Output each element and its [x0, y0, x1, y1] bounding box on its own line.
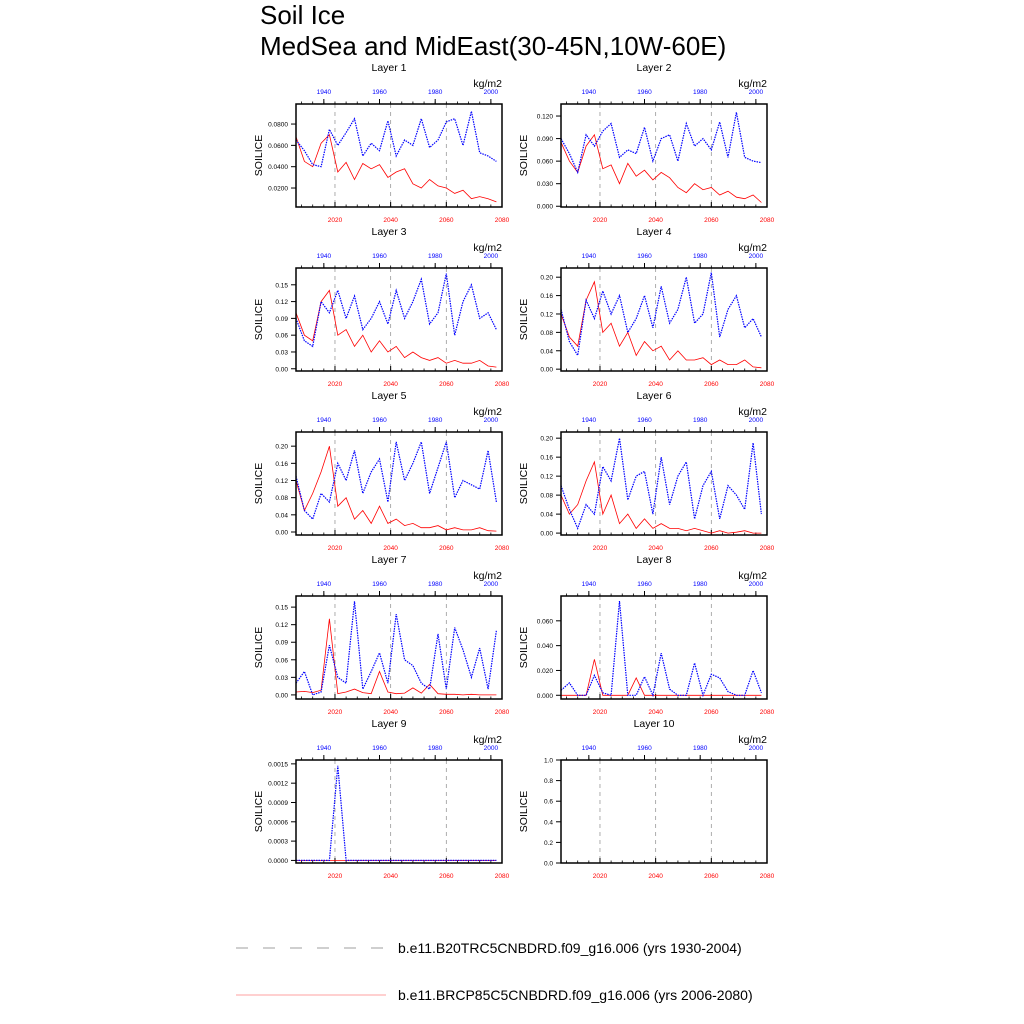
x-tick-label-top: 2000 [483, 417, 499, 424]
units-label: kg/m2 [738, 242, 767, 254]
y-axis-label: SOILICE [253, 298, 265, 341]
x-tick-label-bottom: 2040 [648, 873, 663, 880]
x-tick-label-top: 1940 [316, 89, 332, 96]
x-tick-label-top: 1980 [692, 581, 708, 588]
y-tick-label: 0.6 [543, 798, 553, 806]
x-tick-label-bottom: 2080 [759, 545, 775, 552]
y-axis-label: SOILICE [518, 790, 530, 833]
y-tick-label: 0.000 [536, 203, 553, 211]
panel-title: Layer 5 [371, 390, 407, 402]
panel-title: Layer 7 [371, 554, 407, 566]
y-tick-label: 0.12 [275, 477, 288, 485]
y-tick-label: 0.03 [275, 349, 288, 357]
y-tick-label: 0.09 [275, 315, 288, 323]
x-tick-label-top: 1940 [581, 581, 597, 588]
panel-1 [253, 62, 510, 224]
panel-title: Layer 6 [636, 390, 672, 402]
y-axis-label: SOILICE [518, 462, 530, 505]
x-tick-label-top: 1960 [637, 581, 652, 588]
x-tick-label-bottom: 2080 [759, 217, 775, 224]
units-label: kg/m2 [473, 734, 502, 746]
x-tick-label-top: 2000 [748, 89, 764, 96]
y-tick-label: 0.8 [543, 778, 553, 786]
y-tick-label: 0.0003 [268, 838, 288, 846]
x-tick-label-bottom: 2080 [494, 217, 510, 224]
x-tick-label-top: 1960 [637, 417, 652, 424]
rcp85-series-line [296, 290, 496, 367]
x-tick-label-top: 1980 [427, 581, 443, 588]
plot-frame [296, 104, 502, 207]
historical-series-line [296, 274, 496, 347]
x-tick-label-bottom: 2020 [327, 381, 343, 388]
y-tick-label: 0.00 [275, 366, 288, 374]
x-tick-label-bottom: 2060 [704, 217, 719, 224]
x-tick-label-top: 1940 [581, 89, 597, 96]
x-tick-label-bottom: 2020 [592, 545, 608, 552]
x-tick-label-top: 1940 [581, 745, 597, 752]
plot-frame [561, 268, 767, 371]
x-tick-label-top: 1940 [316, 745, 332, 752]
x-tick-label-bottom: 2080 [759, 709, 775, 716]
panel-title: Layer 9 [371, 718, 407, 730]
x-tick-label-top: 1980 [427, 745, 443, 752]
x-tick-label-bottom: 2040 [383, 217, 398, 224]
y-tick-label: 0.0200 [268, 185, 288, 193]
panel-2 [518, 62, 775, 224]
plot-frame [296, 760, 502, 863]
x-tick-label-top: 2000 [483, 253, 499, 260]
plot-frame [296, 268, 502, 371]
rcp85-series-line [296, 446, 496, 531]
units-label: kg/m2 [738, 734, 767, 746]
y-tick-label: 0.4 [543, 819, 553, 827]
x-tick-label-top: 1960 [637, 89, 652, 96]
title-line-2: MedSea and MidEast(30-45N,10W-60E) [260, 31, 727, 61]
units-label: kg/m2 [473, 406, 502, 418]
x-tick-label-bottom: 2060 [439, 545, 454, 552]
x-tick-label-bottom: 2020 [592, 217, 608, 224]
y-tick-label: 0.0000 [268, 857, 288, 865]
x-tick-label-bottom: 2080 [494, 873, 510, 880]
historical-series-line [296, 442, 496, 519]
units-label: kg/m2 [738, 570, 767, 582]
units-label: kg/m2 [738, 78, 767, 90]
rcp85-series-line [561, 462, 761, 533]
x-tick-label-bottom: 2020 [327, 217, 343, 224]
x-tick-label-bottom: 2060 [439, 709, 454, 716]
x-tick-label-top: 1960 [372, 745, 387, 752]
x-tick-label-top: 2000 [748, 417, 764, 424]
y-tick-label: 0.04 [275, 512, 288, 520]
x-tick-label-top: 2000 [483, 89, 499, 96]
y-tick-label: 0.08 [275, 495, 288, 503]
panel-9 [253, 718, 510, 880]
y-tick-label: 0.15 [275, 282, 288, 290]
x-tick-label-top: 1980 [692, 253, 708, 260]
x-tick-label-top: 1960 [637, 745, 652, 752]
y-axis-label: SOILICE [518, 298, 530, 341]
x-tick-label-bottom: 2040 [383, 381, 398, 388]
x-tick-label-top: 1980 [692, 417, 708, 424]
units-label: kg/m2 [473, 242, 502, 254]
x-tick-label-top: 2000 [748, 581, 764, 588]
rcp85-series-line [561, 135, 761, 203]
y-tick-label: 0.0400 [268, 164, 288, 172]
y-axis-label: SOILICE [253, 790, 265, 833]
panel-title: Layer 2 [636, 62, 672, 74]
x-tick-label-top: 1980 [427, 417, 443, 424]
x-tick-label-bottom: 2040 [648, 217, 663, 224]
panel-6 [518, 390, 775, 552]
panel-title: Layer 4 [636, 226, 672, 238]
panel-7 [253, 554, 510, 716]
y-tick-label: 0.090 [536, 136, 553, 144]
panel-3 [253, 226, 510, 388]
x-tick-label-bottom: 2040 [383, 545, 398, 552]
y-axis-label: SOILICE [253, 626, 265, 669]
y-tick-label: 0.16 [275, 460, 288, 468]
y-tick-label: 0.16 [540, 293, 553, 301]
historical-series-line [296, 111, 496, 166]
x-tick-label-bottom: 2040 [648, 545, 663, 552]
y-tick-label: 0.0012 [268, 780, 288, 788]
x-tick-label-bottom: 2060 [439, 873, 454, 880]
x-tick-label-top: 1940 [316, 417, 332, 424]
x-tick-label-bottom: 2020 [592, 709, 608, 716]
x-tick-label-bottom: 2040 [383, 873, 398, 880]
x-tick-label-bottom: 2060 [439, 217, 454, 224]
x-tick-label-bottom: 2020 [327, 873, 343, 880]
units-label: kg/m2 [473, 78, 502, 90]
y-tick-label: 0.00 [275, 529, 288, 537]
rcp85-series-line [561, 659, 761, 695]
y-axis-label: SOILICE [518, 134, 530, 177]
y-tick-label: 0.12 [540, 311, 553, 319]
y-tick-label: 0.12 [275, 299, 288, 307]
plot-frame [561, 596, 767, 699]
y-tick-label: 0.020 [536, 667, 553, 675]
x-tick-label-bottom: 2080 [494, 545, 510, 552]
x-tick-label-bottom: 2060 [704, 381, 719, 388]
panel-10 [518, 718, 775, 880]
units-label: kg/m2 [738, 406, 767, 418]
panel-8 [518, 554, 775, 716]
x-tick-label-bottom: 2080 [759, 873, 775, 880]
x-tick-label-bottom: 2060 [704, 873, 719, 880]
x-tick-label-bottom: 2040 [648, 709, 663, 716]
y-tick-label: 0.060 [536, 618, 553, 626]
x-tick-label-bottom: 2060 [704, 545, 719, 552]
y-axis-label: SOILICE [518, 626, 530, 669]
y-tick-label: 0.08 [540, 492, 553, 500]
x-tick-label-bottom: 2020 [327, 545, 343, 552]
rcp85-series-line [561, 282, 761, 368]
y-tick-label: 0.040 [536, 643, 553, 651]
plot-frame [561, 104, 767, 207]
y-tick-label: 0.0800 [268, 121, 288, 129]
x-tick-label-top: 1960 [372, 581, 387, 588]
y-tick-label: 0.00 [540, 530, 553, 538]
y-tick-label: 1.0 [543, 757, 553, 765]
x-tick-label-top: 1960 [637, 253, 652, 260]
x-tick-label-bottom: 2080 [759, 381, 775, 388]
x-tick-label-bottom: 2080 [494, 709, 510, 716]
historical-series-line [296, 766, 496, 861]
historical-series-line [561, 601, 761, 695]
historical-series-line [561, 273, 761, 356]
x-tick-label-top: 1980 [427, 89, 443, 96]
y-tick-label: 0.0 [543, 860, 553, 868]
x-tick-label-top: 1940 [316, 581, 332, 588]
x-tick-label-bottom: 2040 [648, 381, 663, 388]
x-tick-label-bottom: 2060 [439, 381, 454, 388]
y-tick-label: 0.12 [540, 473, 553, 481]
x-tick-label-top: 2000 [748, 253, 764, 260]
x-tick-label-bottom: 2020 [592, 381, 608, 388]
x-tick-label-top: 1960 [372, 253, 387, 260]
y-tick-label: 0.20 [275, 443, 288, 451]
x-tick-label-bottom: 2040 [383, 709, 398, 716]
x-tick-label-top: 1960 [372, 89, 387, 96]
plot-frame [561, 432, 767, 535]
plot-frame [296, 432, 502, 535]
y-tick-label: 0.000 [536, 692, 553, 700]
y-tick-label: 0.08 [540, 329, 553, 337]
x-tick-label-top: 2000 [483, 581, 499, 588]
x-tick-label-top: 1980 [427, 253, 443, 260]
y-tick-label: 0.20 [540, 435, 553, 443]
y-tick-label: 0.16 [540, 454, 553, 462]
y-tick-label: 0.20 [540, 274, 553, 282]
x-tick-label-top: 2000 [483, 745, 499, 752]
x-tick-label-top: 2000 [748, 745, 764, 752]
y-tick-label: 0.12 [275, 622, 288, 630]
x-tick-label-top: 1940 [316, 253, 332, 260]
x-tick-label-top: 1940 [581, 417, 597, 424]
y-tick-label: 0.00 [275, 692, 288, 700]
y-tick-label: 0.0009 [268, 799, 288, 807]
panel-title: Layer 10 [633, 718, 675, 730]
y-axis-label: SOILICE [253, 134, 265, 177]
y-tick-label: 0.06 [275, 657, 288, 665]
panel-4 [518, 226, 775, 388]
x-tick-label-bottom: 2020 [592, 873, 608, 880]
y-tick-label: 0.06 [275, 332, 288, 340]
y-tick-label: 0.09 [275, 639, 288, 647]
historical-series-line [561, 112, 761, 172]
x-tick-label-top: 1940 [581, 253, 597, 260]
y-tick-label: 0.15 [275, 604, 288, 612]
title-line-1: Soil Ice [260, 0, 346, 30]
y-axis-label: SOILICE [253, 462, 265, 505]
y-tick-label: 0.0600 [268, 142, 288, 150]
y-tick-label: 0.04 [540, 511, 553, 519]
y-tick-label: 0.060 [536, 158, 553, 166]
plot-frame [561, 760, 767, 863]
y-tick-label: 0.120 [536, 113, 553, 121]
y-tick-label: 0.00 [540, 366, 553, 374]
y-tick-label: 0.0006 [268, 819, 288, 827]
panel-5 [253, 390, 510, 552]
legend-label-rcp85: b.e11.BRCP85C5CNBDRD.f09_g16.006 (yrs 2006-2080) [398, 987, 753, 1003]
y-tick-label: 0.0015 [268, 761, 288, 769]
x-tick-label-bottom: 2080 [494, 381, 510, 388]
rcp85-series-line [296, 619, 496, 695]
plot-frame [296, 596, 502, 699]
panel-title: Layer 8 [636, 554, 672, 566]
x-tick-label-top: 1980 [692, 89, 708, 96]
panel-title: Layer 3 [371, 226, 407, 238]
x-tick-label-top: 1980 [692, 745, 708, 752]
y-tick-label: 0.2 [543, 839, 553, 847]
historical-series-line [561, 438, 761, 528]
legend-label-historical: b.e11.B20TRC5CNBDRD.f09_g16.006 (yrs 1930-2004) [398, 940, 742, 956]
y-tick-label: 0.04 [540, 348, 553, 356]
units-label: kg/m2 [473, 570, 502, 582]
panel-title: Layer 1 [371, 62, 407, 74]
y-tick-label: 0.03 [275, 674, 288, 682]
x-tick-label-top: 1960 [372, 417, 387, 424]
y-tick-label: 0.030 [536, 181, 553, 189]
x-tick-label-bottom: 2060 [704, 709, 719, 716]
x-tick-label-bottom: 2020 [327, 709, 343, 716]
